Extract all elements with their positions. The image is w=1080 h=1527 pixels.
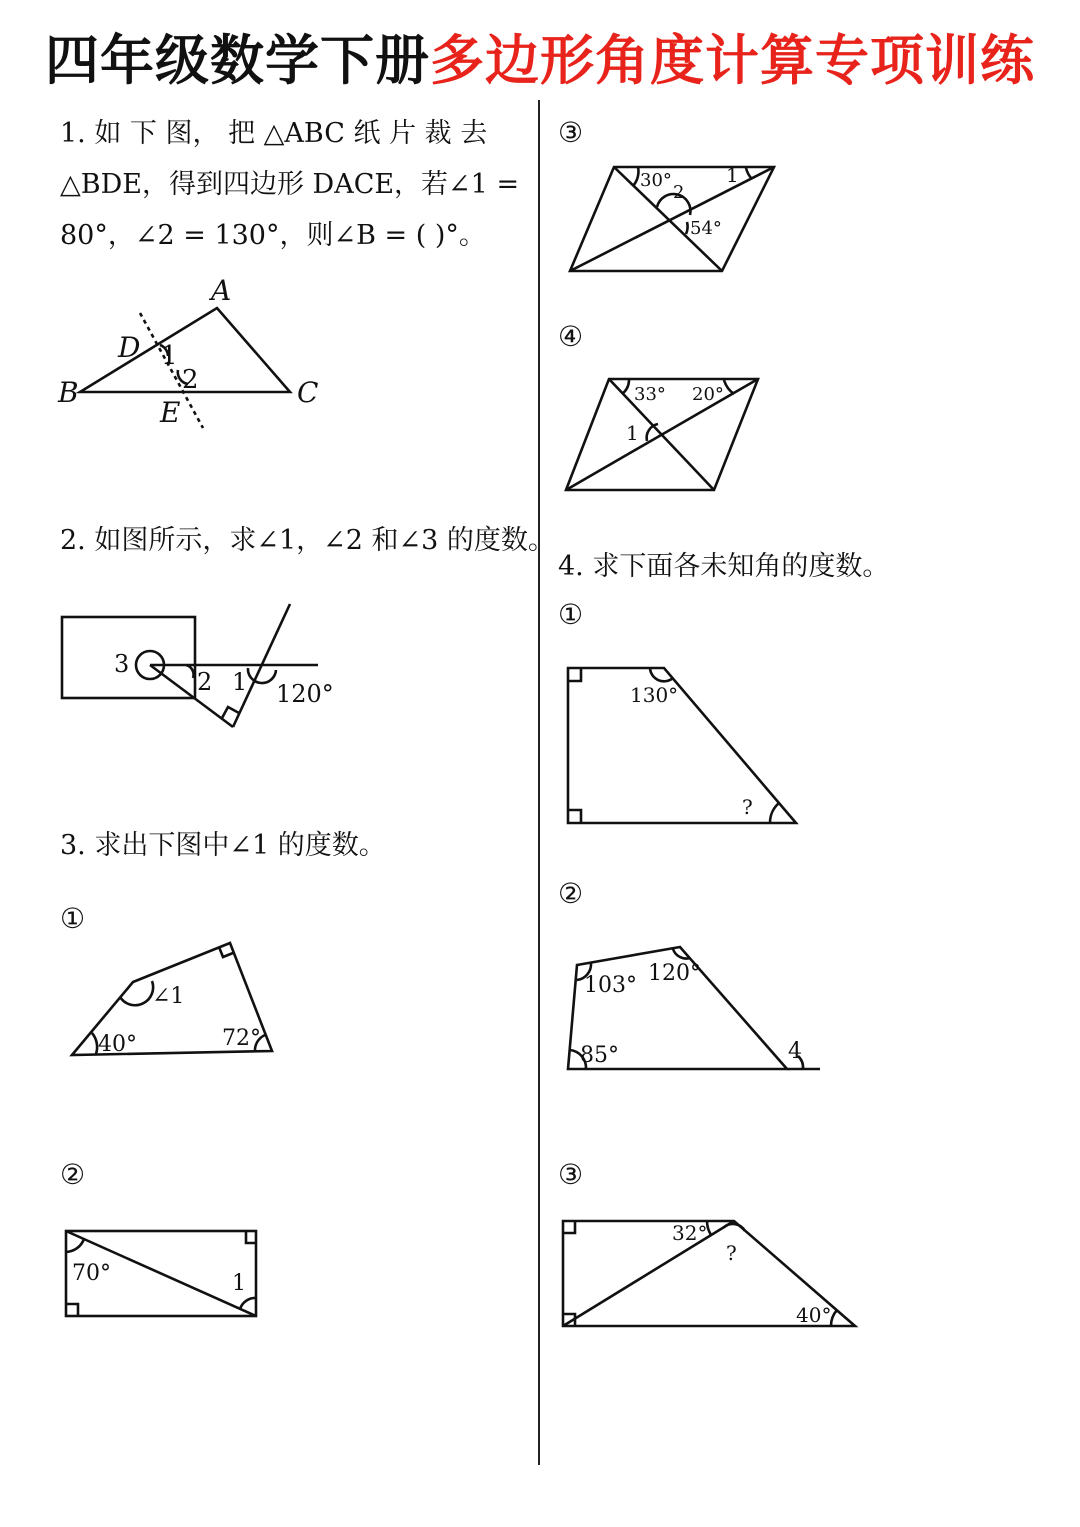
label-unknown: ?: [742, 795, 753, 819]
label-angle-120: 120°: [276, 680, 334, 708]
q4-text: 4. 求下面各未知角的度数。: [558, 551, 890, 582]
label-angle-1: 1: [726, 163, 739, 187]
label-angle-130: 130°: [630, 683, 679, 707]
angle-32-arc: [707, 1221, 711, 1235]
label-angle-33: 33°: [634, 384, 666, 405]
q4-part2-number: ②: [558, 877, 584, 910]
q1-line2: △BDE，得到四边形 DACE，若∠1 =: [60, 169, 520, 200]
label-angle-1: 1: [626, 421, 639, 445]
label-angle-4: 4: [788, 1039, 802, 1064]
label-unknown: ?: [726, 1241, 737, 1265]
q4-part3-number: ③: [558, 1158, 584, 1191]
label-angle-54: 54°: [690, 218, 722, 239]
label-angle-20: 20°: [692, 384, 724, 405]
label-e: E: [160, 396, 181, 429]
q4-part1-number: ①: [558, 598, 584, 631]
label-angle-2: 2: [673, 182, 685, 203]
label-d: D: [118, 331, 141, 364]
label-angle-40: 40°: [98, 1032, 137, 1057]
label-angle-120: 120°: [648, 961, 701, 986]
label-angle-1: 1: [161, 341, 178, 371]
angle-unknown-arc: [723, 1224, 745, 1231]
diagonal: [563, 1221, 734, 1326]
label-angle-30: 30°: [640, 170, 672, 191]
label-angle-2: 2: [182, 365, 199, 395]
label-angle-3: 3: [114, 650, 130, 678]
q1-line1: 1. 如 下 图， 把 △ABC 纸 片 裁 去: [60, 118, 488, 149]
label-angle-72: 72°: [222, 1026, 261, 1051]
label-angle-32: 32°: [672, 1221, 708, 1245]
label-angle-103: 103°: [584, 973, 637, 998]
right-angle-mark-tl: [563, 1221, 575, 1233]
angle-40-arc: [831, 1310, 837, 1326]
label-b: B: [58, 376, 79, 409]
q1-line3: 80°，∠2 = 130°，则∠B = ( )°。: [60, 220, 486, 251]
label-angle-1: ∠1: [152, 984, 185, 1009]
q3-part4-number: ④: [558, 320, 584, 353]
label-angle-70: 70°: [72, 1261, 111, 1286]
q3-part3-number: ③: [558, 116, 584, 149]
label-angle-40: 40°: [796, 1303, 832, 1327]
label-angle-1: 1: [232, 1271, 246, 1296]
label-c: C: [297, 376, 319, 409]
label-angle-85: 85°: [580, 1043, 619, 1068]
label-angle-2: 2: [197, 668, 213, 696]
title-grade: 四年级数学下册: [45, 29, 430, 92]
q2-text: 2. 如图所示，求∠1，∠2 和∠3 的度数。: [60, 525, 555, 556]
q3-part1-number: ①: [60, 902, 86, 935]
label-angle-1: 1: [232, 668, 248, 696]
title-topic: 多边形角度计算专项训练: [430, 29, 1035, 92]
label-a: A: [211, 274, 232, 307]
q3-text: 3. 求出下图中∠1 的度数。: [60, 830, 386, 861]
q3-part2-number: ②: [60, 1158, 86, 1191]
